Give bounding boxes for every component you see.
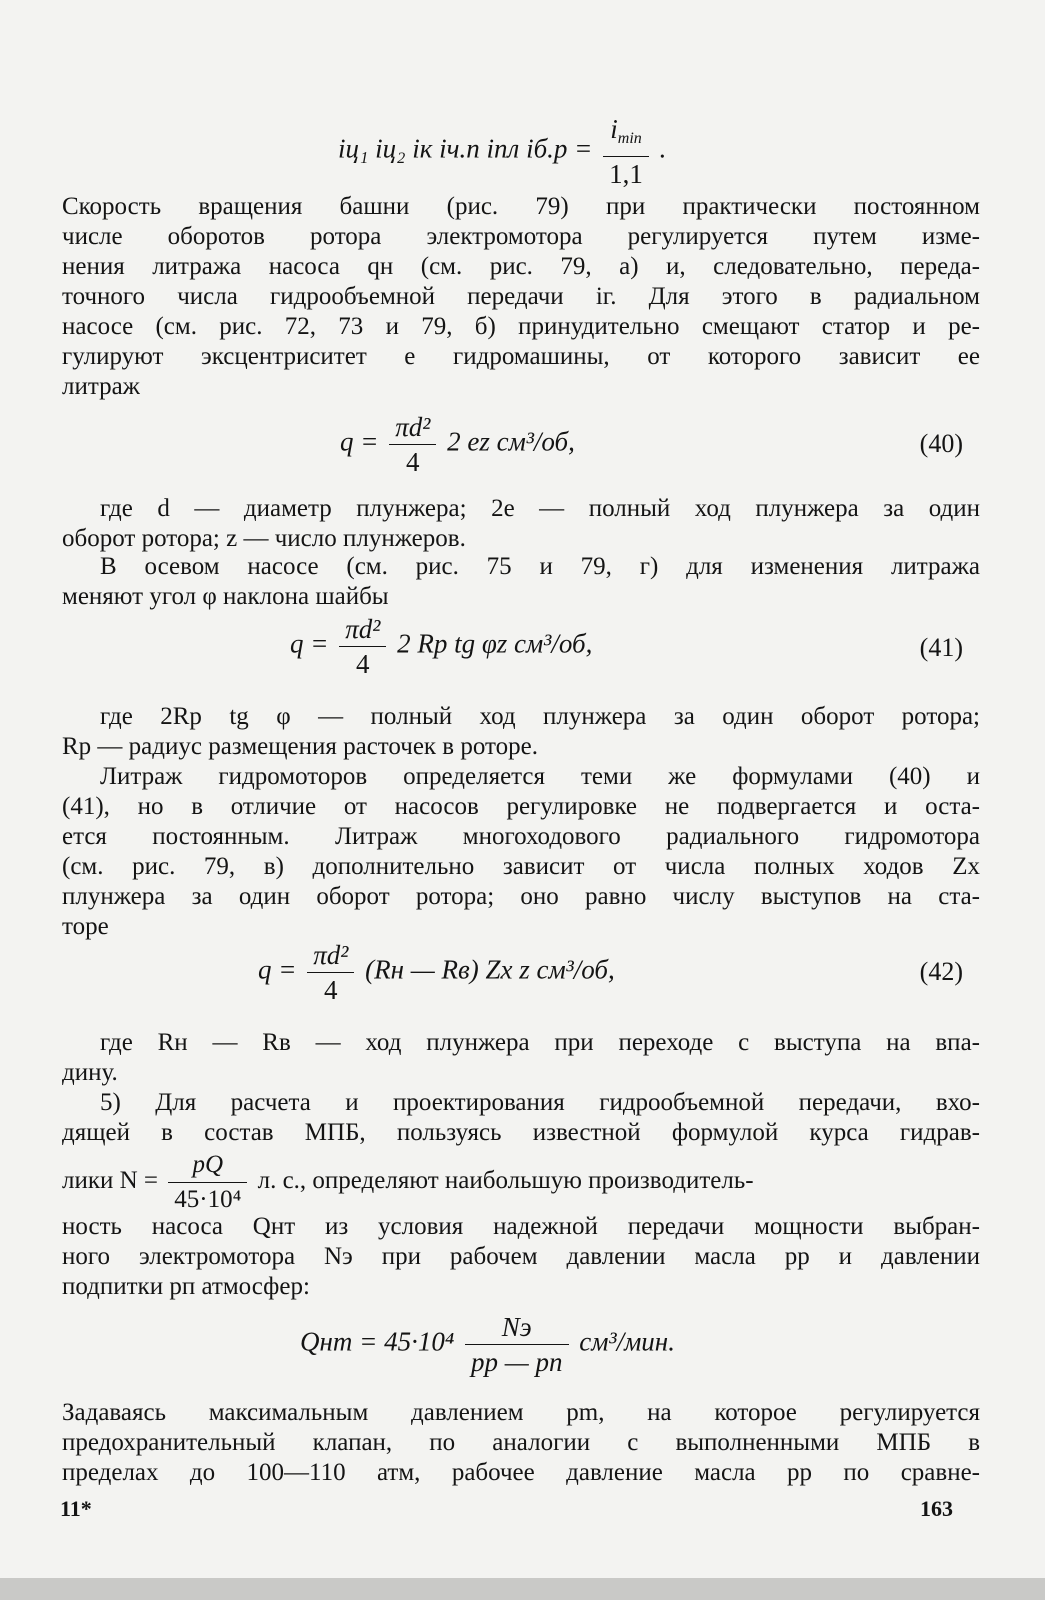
eq40-den: 4 <box>406 447 420 477</box>
text-line: 5) Для расчета и проектирования гидрообъемной передачи, вхо- <box>100 1089 980 1116</box>
eq-q-rhs: см³/мин. <box>579 1326 675 1357</box>
eq42-rhs: (Rн — Rв) Zx z см³/об, <box>365 954 615 985</box>
top-formula-left: iц₁ iц₂ iк iч.п iпл iб.р <box>338 133 568 164</box>
text-line: торе <box>62 913 109 940</box>
inline-formula-line <box>62 1150 754 1215</box>
text-line: (см. рис. 79, в) дополнительно зависит от числа полных ходов Zx <box>62 853 980 880</box>
text-line: предохранительный клапан, по аналогии с выполненными МПБ в <box>62 1429 980 1456</box>
eq42-fraction <box>307 940 354 1005</box>
eq41-num: πd² <box>339 614 386 647</box>
text-line: литраж <box>62 373 140 400</box>
equation-number-41: (41) <box>919 633 963 662</box>
equation-42 <box>258 940 615 1005</box>
text-line: Литраж гидромоторов определяется теми же формулами (40) и <box>100 763 980 790</box>
text-line: ность насоса Qнт из условия надежной передачи мощности выбран- <box>62 1213 980 1240</box>
eq-q-lhs: Qнт = 45·10⁴ <box>300 1326 455 1357</box>
text-line: где Rн — Rв — ход плунжера при переходе с выступа на впа- <box>100 1029 980 1056</box>
inline-formula-den: 45·10⁴ <box>174 1186 242 1213</box>
inline-formula-post: л. с., определяют наибольшую производитель- <box>257 1167 754 1195</box>
page-number: 163 <box>920 1496 953 1521</box>
eq-q-fraction <box>465 1312 569 1377</box>
top-formula-num: i <box>610 114 618 144</box>
text-line: Скорость вращения башни (рис. 79) при практически постоянном <box>62 193 980 220</box>
text-line: дину. <box>62 1059 118 1086</box>
inline-formula-pre: лики N = <box>62 1167 159 1195</box>
text-line: гулируют эксцентриситет e гидромашины, от которого зависит ее <box>62 343 980 370</box>
text-line: меняют угол φ наклона шайбы <box>62 583 389 610</box>
text-line: Rр — радиус размещения расточек в роторе. <box>62 733 538 760</box>
equation-number-40: (40) <box>919 429 963 458</box>
text-line: нения литража насоса qн (см. рис. 79, а) и, следовательно, переда- <box>62 253 980 280</box>
signature-mark: 11* <box>60 1496 92 1521</box>
top-formula-num-sub: min <box>617 130 642 147</box>
text-line: ного электромотора Nэ при рабочем давлении масла pр и давлении <box>62 1243 980 1270</box>
eq41-lhs: q = <box>290 628 329 659</box>
eq41-fraction <box>339 614 386 679</box>
text-line: подпитки pп атмосфер: <box>62 1273 310 1300</box>
text-line: плунжера за один оборот ротора; оно равно числу выступов на ста- <box>62 883 980 910</box>
top-formula-fraction <box>603 114 649 189</box>
eq40-num: πd² <box>389 412 436 445</box>
text-line: насосе (см. рис. 72, 73 и 79, б) принудительно смещают статор и ре- <box>62 313 980 340</box>
text-line: оборот ротора; z — число плунжеров. <box>62 525 466 552</box>
text-line: где 2Rр tg φ — полный ход плунжера за один оборот ротора; <box>100 703 980 730</box>
inline-formula-num: pQ <box>168 1150 247 1183</box>
eq42-lhs: q = <box>258 954 297 985</box>
eq40-rhs: 2 ez см³/об, <box>447 426 575 457</box>
text-line: числе оборотов ротора электромотора регулируется путем изме- <box>62 223 980 250</box>
top-formula-tail: . <box>659 133 667 164</box>
eq42-den: 4 <box>324 975 338 1005</box>
text-line: Задаваясь максимальным давлением pm, на которое регулируется <box>62 1399 980 1426</box>
equation-40 <box>340 412 575 477</box>
eq-q-num: Nэ <box>465 1312 569 1345</box>
eq42-num: πd² <box>307 940 354 973</box>
text-line: ется постоянным. Литраж многоходового радиального гидромотора <box>62 823 980 850</box>
text-line: точного числа гидрообъемной передачи iг. Для этого в радиальном <box>62 283 980 310</box>
eq-q-den: pр — pп <box>471 1347 563 1377</box>
text-line: (41), но в отличие от насосов регулировке не подвергается и оста- <box>62 793 980 820</box>
eq40-lhs: q = <box>340 426 379 457</box>
inline-formula-fraction <box>168 1150 247 1215</box>
top-formula: iц₁ iц₂ iк iч.п iпл iб.р = $\frac{i_{min}}{1,1}$ . <box>338 114 667 189</box>
equation-41 <box>290 614 592 679</box>
top-formula-den: 1,1 <box>609 159 643 189</box>
scan-bottom-edge <box>0 1578 1045 1600</box>
equation-q-nt <box>300 1312 675 1377</box>
text-line: дящей в состав МПБ, пользуясь известной формулой курса гидрав- <box>62 1119 980 1146</box>
text-line: В осевом насосе (см. рис. 75 и 79, г) для изменения литража <box>100 553 980 580</box>
text-line: где d — диаметр плунжера; 2e — полный ход плунжера за один <box>100 495 980 522</box>
eq40-fraction <box>389 412 436 477</box>
text-line: пределах до 100—110 атм, рабочее давление масла pр по сравне- <box>62 1459 980 1486</box>
eq41-den: 4 <box>356 649 370 679</box>
eq41-rhs: 2 Rр tg φz см³/об, <box>397 628 593 659</box>
equation-number-42: (42) <box>919 957 963 986</box>
